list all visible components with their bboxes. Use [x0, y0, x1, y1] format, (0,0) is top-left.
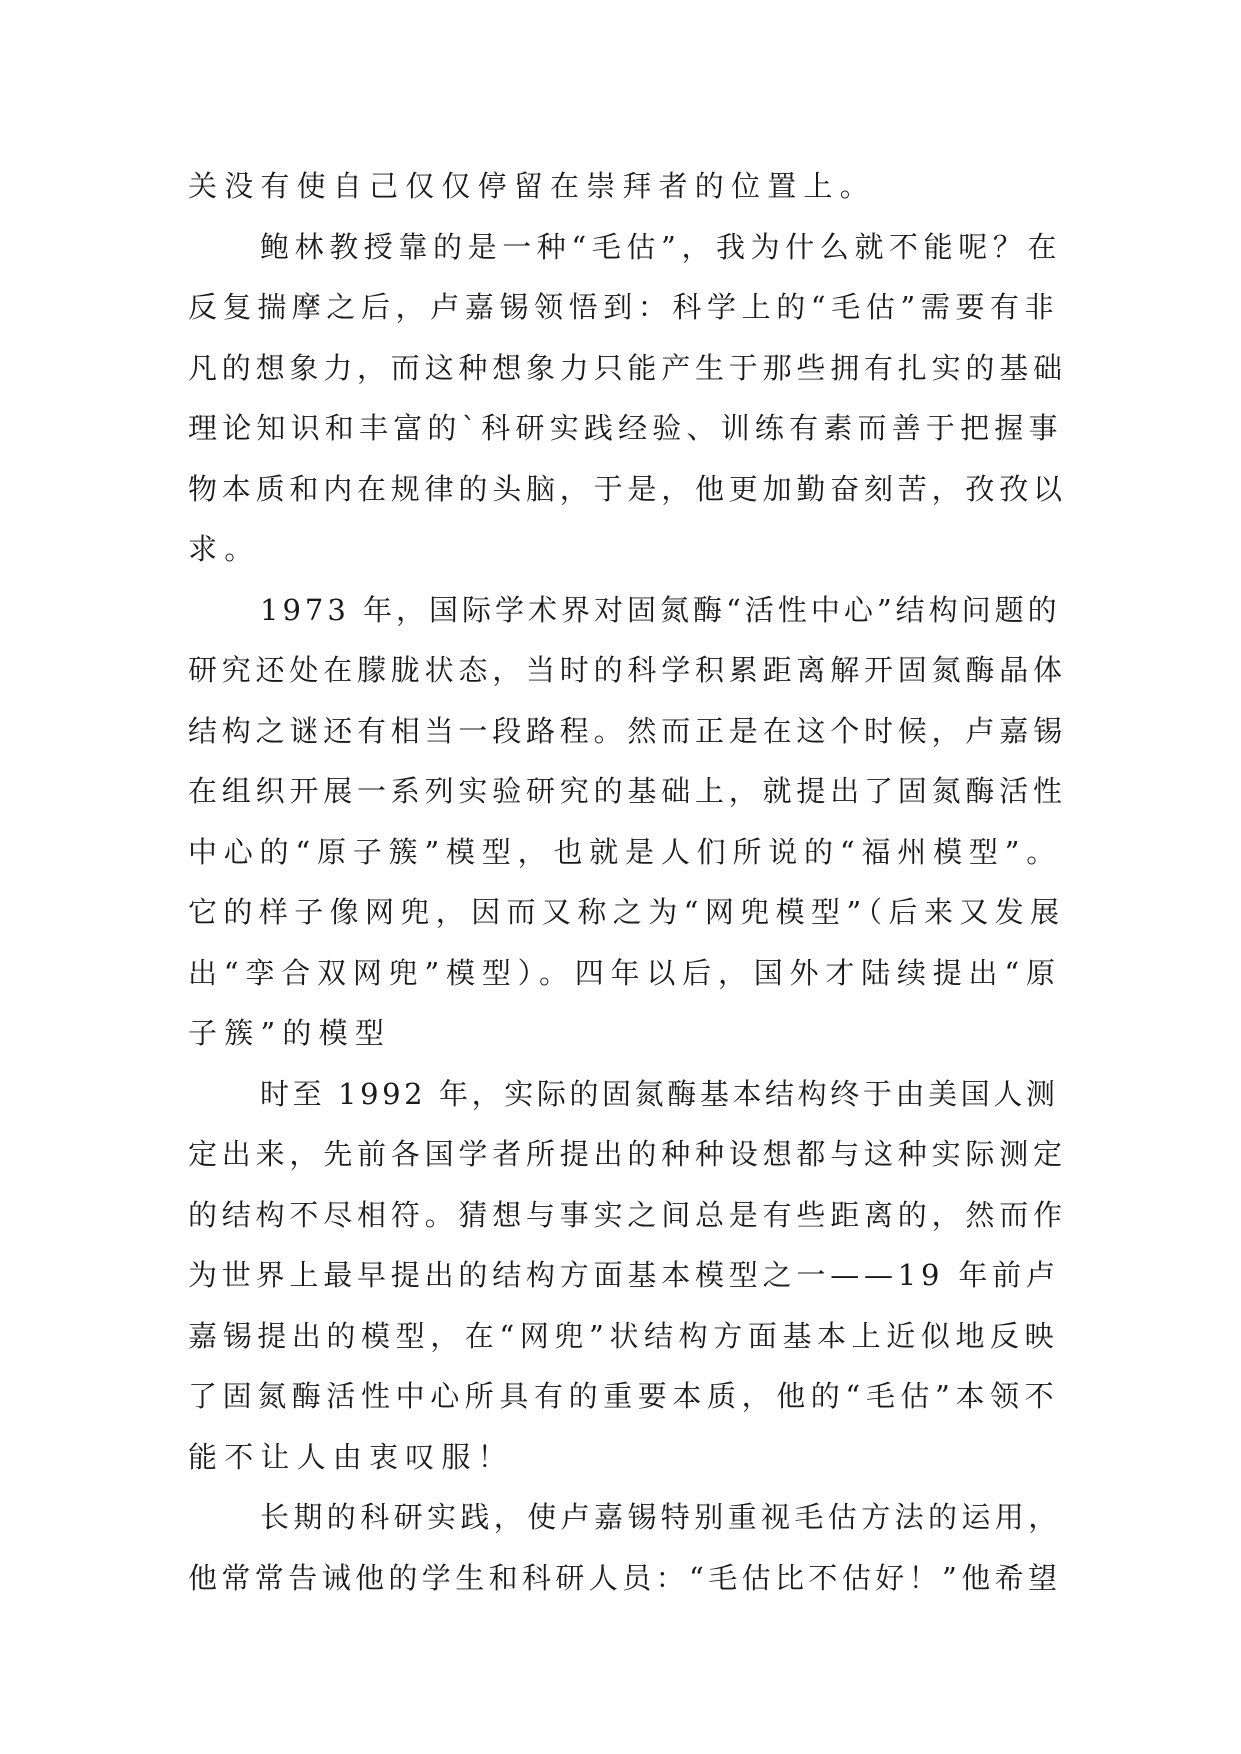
- text-line: 凡的想象力，而这种想象力只能产生于那些拥有扎实的基础: [188, 350, 1067, 385]
- text-line: 研究还处在朦胧状态，当时的科学积累距离解开固氮酶晶体: [188, 653, 1067, 687]
- text-line: 1973 年，国际学术界对固氮酶“活性中心”结构问题的: [260, 592, 1061, 627]
- text-line: 能不让人由衷叹服！: [188, 1439, 514, 1474]
- text-line: 出“孪合双网兜”模型）。四年以后，国外才陆续提出“原: [188, 955, 1062, 990]
- text-line: 在组织开展一系列实验研究的基础上，就提出了固氮酶活性: [188, 774, 1067, 808]
- text-line: 它的样子像网兜，因而又称之为“网兜模型”（后来又发展: [188, 895, 1066, 929]
- text-line: 时至 1992 年，实际的固氮酶基本结构终于由美国人测: [260, 1076, 1059, 1111]
- text-line: 中心的“原子簇”模型，也就是人们所说的“福州模型”。: [188, 834, 1063, 869]
- text-line: 的结构不尽相符。猜想与事实之间总是有些距离的，然而作: [188, 1197, 1067, 1232]
- text-line: 长期的科研实践，使卢嘉锡特别重视毛估方法的运用，: [260, 1500, 1062, 1534]
- text-line: 子簇”的模型: [188, 1016, 392, 1050]
- text-line: 定出来，先前各国学者所提出的种种设想都与这种实际测定: [188, 1137, 1067, 1171]
- text-line: 反复揣摩之后，卢嘉锡领悟到：科学上的“毛估”需要有非: [188, 290, 1060, 324]
- text-line: 为世界上最早提出的结构方面基本模型之一——19 年前卢: [188, 1258, 1060, 1292]
- document-body-text: [188, 156, 1068, 1608]
- text-line: 关没有使自己仅仅停留在崇拜者的位置上。: [188, 169, 876, 203]
- text-line: 他常常告诫他的学生和科研人员：“毛估比不估好！”他希望: [188, 1560, 1062, 1595]
- text-line: 鲍林教授靠的是一种“毛估”，我为什么就不能呢？在: [260, 229, 1063, 264]
- text-line: 了固氮酶活性中心所具有的重要本质，他的“毛估”本领不: [188, 1379, 1060, 1413]
- text-line: 理论知识和丰富的`科研实践经验、训练有素而善于把握事: [188, 411, 1063, 445]
- text-line: 求。: [188, 532, 261, 566]
- text-line: 物本质和内在规律的头脑，于是，他更加勤奋刻苦，孜孜以: [188, 471, 1067, 506]
- text-line: 结构之谜还有相当一段路程。然而正是在这个时候，卢嘉锡: [188, 713, 1067, 748]
- text-line: 嘉锡提出的模型，在“网兜”状结构方面基本上近似地反映: [188, 1318, 1060, 1353]
